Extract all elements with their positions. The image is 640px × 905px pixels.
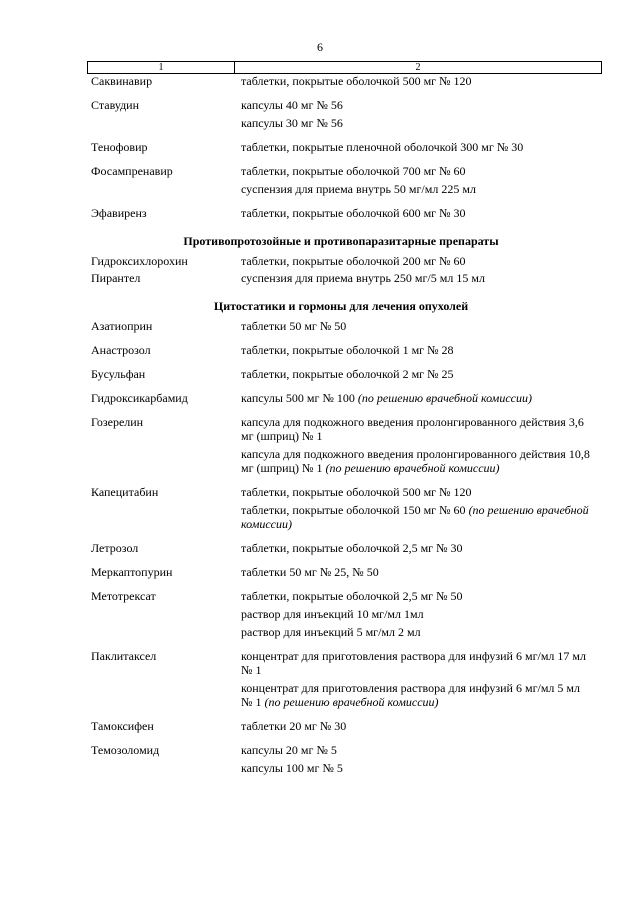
group-antiviral (91, 74, 591, 220)
table-row (91, 367, 591, 381)
drug-name: Фосампренавир (91, 164, 173, 178)
group-cytostatics (91, 319, 591, 775)
drug-name: Пирантел (91, 271, 141, 285)
dosage-form-text: таблетки, покрытые оболочкой 700 мг № 60 (241, 164, 466, 178)
drug-name: Гидроксихлорохин (91, 254, 188, 268)
dosage-form (241, 343, 591, 357)
dosage-form (241, 254, 591, 268)
dosage-form (241, 625, 591, 639)
page-number: 6 (317, 40, 323, 54)
dosage-form-text: раствор для инъекций 5 мг/мл 2 мл (241, 625, 421, 639)
dosage-form-text: таблетки, покрытые оболочкой 200 мг № 60 (241, 254, 466, 268)
dosage-form-text: капсулы 500 мг № 100 (241, 391, 358, 405)
dosage-form (241, 649, 591, 677)
drug-name: Летрозол (91, 541, 139, 555)
dosage-form (241, 447, 591, 475)
dosage-form-text: таблетки 20 мг № 30 (241, 719, 347, 733)
table-row (91, 485, 591, 531)
commission-note: (по решению врачебной комиссии) (357, 391, 532, 405)
drug-name: Эфавиренз (91, 206, 147, 220)
table-row (91, 140, 591, 154)
dosage-forms (241, 541, 591, 555)
dosage-forms (241, 206, 591, 220)
dosage-form-text: капсулы 40 мг № 56 (241, 98, 343, 112)
dosage-form (241, 589, 591, 603)
dosage-form (241, 140, 591, 154)
dosage-forms (241, 565, 591, 579)
drug-name: Анастрозол (91, 343, 151, 357)
dosage-form-text: капсулы 20 мг № 5 (241, 743, 337, 757)
drug-name: Гозерелин (91, 415, 144, 429)
table-row (91, 719, 591, 733)
drug-name: Тамоксифен (91, 719, 154, 733)
dosage-forms (241, 391, 591, 405)
dosage-form-text: таблетки, покрытые оболочкой 600 мг № 30 (241, 206, 466, 220)
commission-note: (по решению врачебной комиссии) (241, 503, 589, 531)
drug-name: Метотрексат (91, 589, 156, 603)
dosage-form (241, 565, 591, 579)
dosage-forms (241, 589, 591, 639)
header-col-2: 2 (415, 62, 421, 73)
commission-note: (по решению врачебной комиссии) (264, 695, 439, 709)
dosage-form-text: таблетки, покрытые оболочкой 500 мг № 120 (241, 74, 472, 88)
drug-name: Тенофовир (91, 140, 148, 154)
table-row (91, 743, 591, 775)
dosage-forms (241, 140, 591, 154)
dosage-forms (241, 164, 591, 196)
drug-name: Капецитабин (91, 485, 159, 499)
table-row (91, 565, 591, 579)
dosage-form (241, 761, 591, 775)
drug-name: Темозоломид (91, 743, 160, 757)
table-row (91, 415, 591, 475)
table-row (91, 649, 591, 709)
dosage-form (241, 719, 591, 733)
table-row (91, 319, 591, 333)
drug-table (91, 74, 591, 785)
dosage-form-text: капсула для подкожного введения пролонгированного действия 10,8 мг (шприц) № 1 (241, 447, 590, 475)
dosage-forms (241, 74, 591, 88)
dosage-form-text: раствор для инъекций 10 мг/мл 1мл (241, 607, 424, 621)
dosage-form-text: таблетки, покрытые оболочкой 500 мг № 120 (241, 485, 472, 499)
dosage-form (241, 503, 591, 531)
dosage-form-text: таблетки, покрытые оболочкой 2,5 мг № 50 (241, 589, 463, 603)
dosage-forms (241, 415, 591, 475)
table-row (91, 391, 591, 405)
dosage-form-text: таблетки, покрытые оболочкой 2 мг № 25 (241, 367, 454, 381)
dosage-form (241, 319, 591, 333)
drug-name: Гидроксикарбамид (91, 391, 188, 405)
dosage-forms (241, 719, 591, 733)
dosage-form (241, 182, 591, 196)
table-row (91, 271, 591, 285)
dosage-form-text: капсула для подкожного введения пролонгированного действия 3,6 мг (шприц) № 1 (241, 415, 584, 443)
drug-name: Азатиоприн (91, 319, 153, 333)
dosage-forms (241, 485, 591, 531)
dosage-form-text: концентрат для приготовления раствора для инфузий 6 мг/мл 17 мл № 1 (241, 649, 586, 677)
table-row (91, 206, 591, 220)
dosage-form-text: капсулы 30 мг № 56 (241, 116, 343, 130)
dosage-form-text: концентрат для приготовления раствора для инфузий 6 мг/мл 5 мл № 1 (241, 681, 580, 709)
header-col-1: 1 (88, 62, 235, 73)
dosage-form (241, 116, 591, 130)
dosage-form (241, 541, 591, 555)
dosage-form-text: таблетки, покрытые пленочной оболочкой 300 мг № 30 (241, 140, 524, 154)
drug-name: Ставудин (91, 98, 140, 112)
dosage-form (241, 271, 591, 285)
table-row (91, 164, 591, 196)
dosage-form (241, 681, 591, 709)
dosage-form-text: таблетки, покрытые оболочкой 2,5 мг № 30 (241, 541, 463, 555)
table-row (91, 541, 591, 555)
dosage-forms (241, 343, 591, 357)
dosage-form-text: таблетки 50 мг № 50 (241, 319, 347, 333)
dosage-form (241, 206, 591, 220)
dosage-form (241, 367, 591, 381)
dosage-forms (241, 743, 591, 775)
dosage-forms (241, 271, 591, 285)
dosage-form (241, 391, 591, 405)
dosage-form (241, 743, 591, 757)
dosage-forms (241, 98, 591, 130)
dosage-form (241, 164, 591, 178)
dosage-form-text: суспензия для приема внутрь 250 мг/5 мл 15 мл (241, 271, 485, 285)
dosage-form (241, 98, 591, 112)
dosage-form-text: таблетки, покрытые оболочкой 150 мг № 60 (241, 503, 469, 517)
table-row (91, 589, 591, 639)
commission-note: (по решению врачебной комиссии) (325, 461, 500, 475)
table-header (87, 61, 602, 74)
drug-name: Паклитаксел (91, 649, 157, 663)
section-heading-antiprotozoal: Противопротозойные и противопаразитарные препараты (183, 234, 499, 248)
table-row (91, 343, 591, 357)
dosage-forms (241, 367, 591, 381)
dosage-form (241, 415, 591, 443)
table-row (91, 98, 591, 130)
drug-name: Меркаптопурин (91, 565, 173, 579)
dosage-form-text: таблетки 50 мг № 25, № 50 (241, 565, 379, 579)
dosage-form-text: капсулы 100 мг № 5 (241, 761, 343, 775)
dosage-form (241, 485, 591, 499)
section-heading-cytostatics: Цитостатики и гормоны для лечения опухолей (213, 299, 469, 313)
drug-name: Бусульфан (91, 367, 146, 381)
group-antiprotozoal (91, 254, 591, 285)
drug-name: Саквинавир (91, 74, 153, 88)
dosage-form (241, 74, 591, 88)
dosage-forms (241, 254, 591, 268)
dosage-form-text: таблетки, покрытые оболочкой 1 мг № 28 (241, 343, 454, 357)
table-row (91, 74, 591, 88)
dosage-form-text: суспензия для приема внутрь 50 мг/мл 225 мл (241, 182, 476, 196)
dosage-form (241, 607, 591, 621)
dosage-forms (241, 319, 591, 333)
table-row (91, 254, 591, 268)
dosage-forms (241, 649, 591, 709)
